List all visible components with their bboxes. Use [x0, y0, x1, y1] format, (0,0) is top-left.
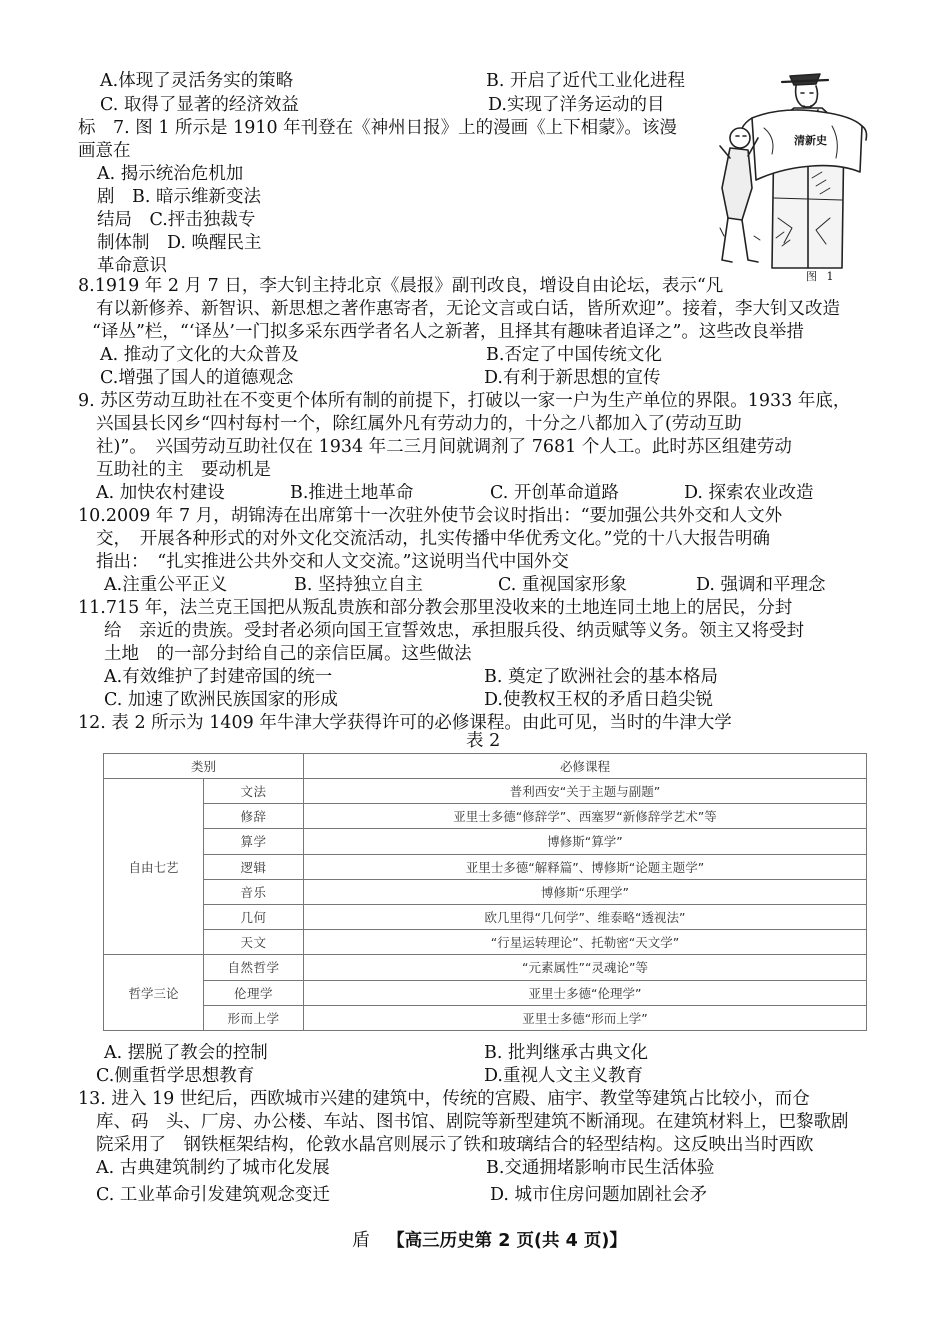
q13-stem-line: 库、码 头、厂房、办公楼、车站、图书馆、剧院等新型建筑不断涌现。在建筑材料上，巴黎歌剧 — [96, 1112, 849, 1132]
q9-stem-line: 兴国县长冈乡“四村每村一个，除红属外凡有劳动力的，十分之八都加入了(劳动互助 — [96, 414, 742, 434]
q13-stem-line: 13. 进入 19 世纪后，西欧城市兴建的建筑中，传统的宫殿、庙宇、教堂等建筑占比较小，而仓 — [78, 1089, 810, 1109]
q6-option-b: B. 开启了近代工业化进程 — [486, 71, 685, 91]
table-subject: 修辞 — [204, 804, 304, 829]
q8-option-a: A. 推动了文化的大众普及 — [100, 345, 299, 365]
q11-option-d: D.使教权王权的矛盾日趋尖锐 — [484, 690, 713, 710]
table-header-category: 类别 — [104, 754, 304, 779]
q13-option-a: A. 古典建筑制约了城市化发展 — [96, 1158, 330, 1178]
q11-stem-line: 11.715 年，法兰克王国把从叛乱贵族和部分教会那里没收来的土地连同土地上的居民，分封 — [78, 598, 793, 618]
table-row — [104, 904, 867, 929]
footer-page-label: 【高三历史第 2 页(共 4 页)】 — [387, 1231, 627, 1251]
q9-stem-line: 9. 苏区劳动互助社在不变更个体所有制的前提下，打破以一家一户为生产单位的界限。1933 年底， — [78, 391, 851, 411]
table-course: 博修斯“乐理学” — [304, 879, 867, 904]
table-row — [104, 854, 867, 879]
q6-option-a: A.体现了灵活务实的策略 — [100, 71, 294, 91]
footer-tail-char: 盾 — [352, 1230, 370, 1251]
q11-option-b: B. 奠定了欧洲社会的基本格局 — [484, 667, 718, 687]
q7-option-line: 结局 C.抨击独裁专 — [97, 210, 256, 230]
table-subject: 天文 — [204, 930, 304, 955]
q10-stem-line: 指出： “扎实推进公共外交和人文交流。”这说明当代中国外交 — [96, 552, 569, 572]
table-course: “元素属性”“灵魂论”等 — [304, 955, 867, 980]
q10-option-a: A.注重公平正义 — [104, 575, 228, 595]
table-2 — [103, 753, 867, 1031]
table-header-course: 必修课程 — [304, 754, 867, 779]
q10-option-b: B. 坚持独立自主 — [294, 575, 423, 595]
cartoon-figure-1 — [712, 68, 872, 273]
q10-option-c: C. 重视国家形象 — [498, 575, 627, 595]
q9-stem-line: 社)”。 兴国劳动互助社仅在 1934 年二三月间就调剂了 7681 个人工。此时苏区组建劳动 — [96, 437, 792, 457]
table-course: 欧几里得“几何学”、维泰略“透视法” — [304, 904, 867, 929]
q7-stem-line: 画意在 — [78, 141, 131, 161]
page-footer — [352, 1226, 627, 1252]
q8-stem-line: 有以新修养、新智识、新思想之著作惠寄者，无论文言或白话，皆所欢迎”。接着，李大钊又改造 — [96, 299, 840, 319]
table-row — [104, 1005, 867, 1030]
q7-option-line: 革命意识 — [97, 256, 167, 276]
q11-stem-line: 给 亲近的贵族。受封者必须向国王宣誓效忠，承担服兵役、纳贡赋等义务。领主又将受封 — [104, 621, 804, 641]
table-subject: 逻辑 — [204, 854, 304, 879]
table-row — [104, 980, 867, 1005]
q10-option-d: D. 强调和平理念 — [696, 575, 826, 595]
q8-option-c: C.增强了国人的道德观念 — [100, 368, 294, 388]
q11-stem-line: 土地 的一部分封给自己的亲信臣属。这些做法 — [104, 644, 472, 664]
table-row — [104, 879, 867, 904]
q9-option-a: A. 加快农村建设 — [96, 483, 225, 503]
q8-option-d: D.有利于新思想的宣传 — [484, 368, 661, 388]
q7-option-line: 制体制 D. 唤醒民主 — [97, 233, 262, 253]
table-2-title: 表 2 — [466, 731, 501, 751]
q8-stem-line: “译丛”栏，“‘译丛’一门拟多采东西学者名人之新著，且择其有趣味者追译之”。这些改良举措 — [92, 322, 804, 342]
table-row — [104, 930, 867, 955]
q12-stem-line: 12. 表 2 所示为 1409 年牛津大学获得许可的必修课程。由此可见，当时的牛津大学 — [78, 713, 732, 733]
table-course: 普利西安“关于主题与副题” — [304, 779, 867, 804]
table-group-name: 哲学三论 — [104, 955, 204, 1031]
table-subject: 算学 — [204, 829, 304, 854]
table-row — [104, 955, 867, 980]
q13-stem-line: 院采用了 钢铁框架结构，伦敦水晶宫则展示了铁和玻璃结合的轻型结构。这反映出当时西欧 — [96, 1135, 814, 1155]
q13-option-d: D. 城市住房问题加剧社会矛 — [490, 1185, 708, 1205]
table-course: “行星运转理论”、托勒密“天文学” — [304, 930, 867, 955]
q9-stem-line: 互助社的主 要动机是 — [96, 460, 271, 480]
table-subject: 伦理学 — [204, 980, 304, 1005]
q10-stem-line: 交， 开展各种形式的对外文化交流活动，扎实传播中华优秀文化。”党的十八大报告明确 — [96, 529, 770, 549]
table-subject: 几何 — [204, 904, 304, 929]
cartoon-banner-text: 清新史 — [794, 134, 827, 147]
table-course: 亚里士多德“伦理学” — [304, 980, 867, 1005]
table-row — [104, 829, 867, 854]
q9-option-d: D. 探索农业改造 — [684, 483, 814, 503]
q9-option-b: B.推进土地革命 — [290, 483, 414, 503]
q10-stem-line: 10.2009 年 7 月，胡锦涛在出席第十一次驻外使节会议时指出：“要加强公共外交和人文外 — [78, 506, 783, 526]
q13-option-c: C. 工业革命引发建筑观念变迁 — [96, 1185, 330, 1205]
q12-option-a: A. 摆脱了教会的控制 — [104, 1043, 268, 1063]
table-course: 亚里士多德“解释篇”、博修斯“论题主题学” — [304, 854, 867, 879]
q6-option-d: D.实现了洋务运动的目 — [488, 95, 665, 115]
q12-option-d: D.重视人文主义教育 — [484, 1066, 643, 1086]
table-course: 亚里士多德“修辞学”、西塞罗“新修辞学艺术”等 — [304, 804, 867, 829]
q8-stem-line: 8.1919 年 2 月 7 日，李大钊主持北京《晨报》副刊改良，增设自由论坛，表示“凡 — [78, 276, 724, 296]
q7-option-line: A. 揭示统治危机加 — [97, 164, 244, 184]
table-group-name: 自由七艺 — [104, 779, 204, 955]
table-subject: 自然哲学 — [204, 955, 304, 980]
table-course: 博修斯“算学” — [304, 829, 867, 854]
q13-option-b: B.交通拥堵影响市民生活体验 — [486, 1158, 715, 1178]
table-subject: 音乐 — [204, 879, 304, 904]
q11-option-c: C. 加速了欧洲民族国家的形成 — [104, 690, 338, 710]
figure-1-caption: 图 1 — [806, 270, 837, 283]
q11-option-a: A.有效维护了封建帝国的统一 — [104, 667, 333, 687]
q12-option-c: C.侧重哲学思想教育 — [96, 1066, 255, 1086]
q8-option-b: B.否定了中国传统文化 — [486, 345, 662, 365]
q7-option-line: 剧 B. 暗示维新变法 — [97, 187, 261, 207]
table-subject: 文法 — [204, 779, 304, 804]
table-row — [104, 804, 867, 829]
table-subject: 形而上学 — [204, 1005, 304, 1030]
table-course: 亚里士多德“形而上学” — [304, 1005, 867, 1030]
q9-option-c: C. 开创革命道路 — [490, 483, 619, 503]
table-row — [104, 779, 867, 804]
q12-option-b: B. 批判继承古典文化 — [484, 1043, 648, 1063]
q6-option-c: C. 取得了显著的经济效益 — [100, 95, 299, 115]
q7-stem-line: 标 7. 图 1 所示是 1910 年刊登在《神州日报》上的漫画《上下相蒙》。该漫 — [78, 118, 677, 138]
